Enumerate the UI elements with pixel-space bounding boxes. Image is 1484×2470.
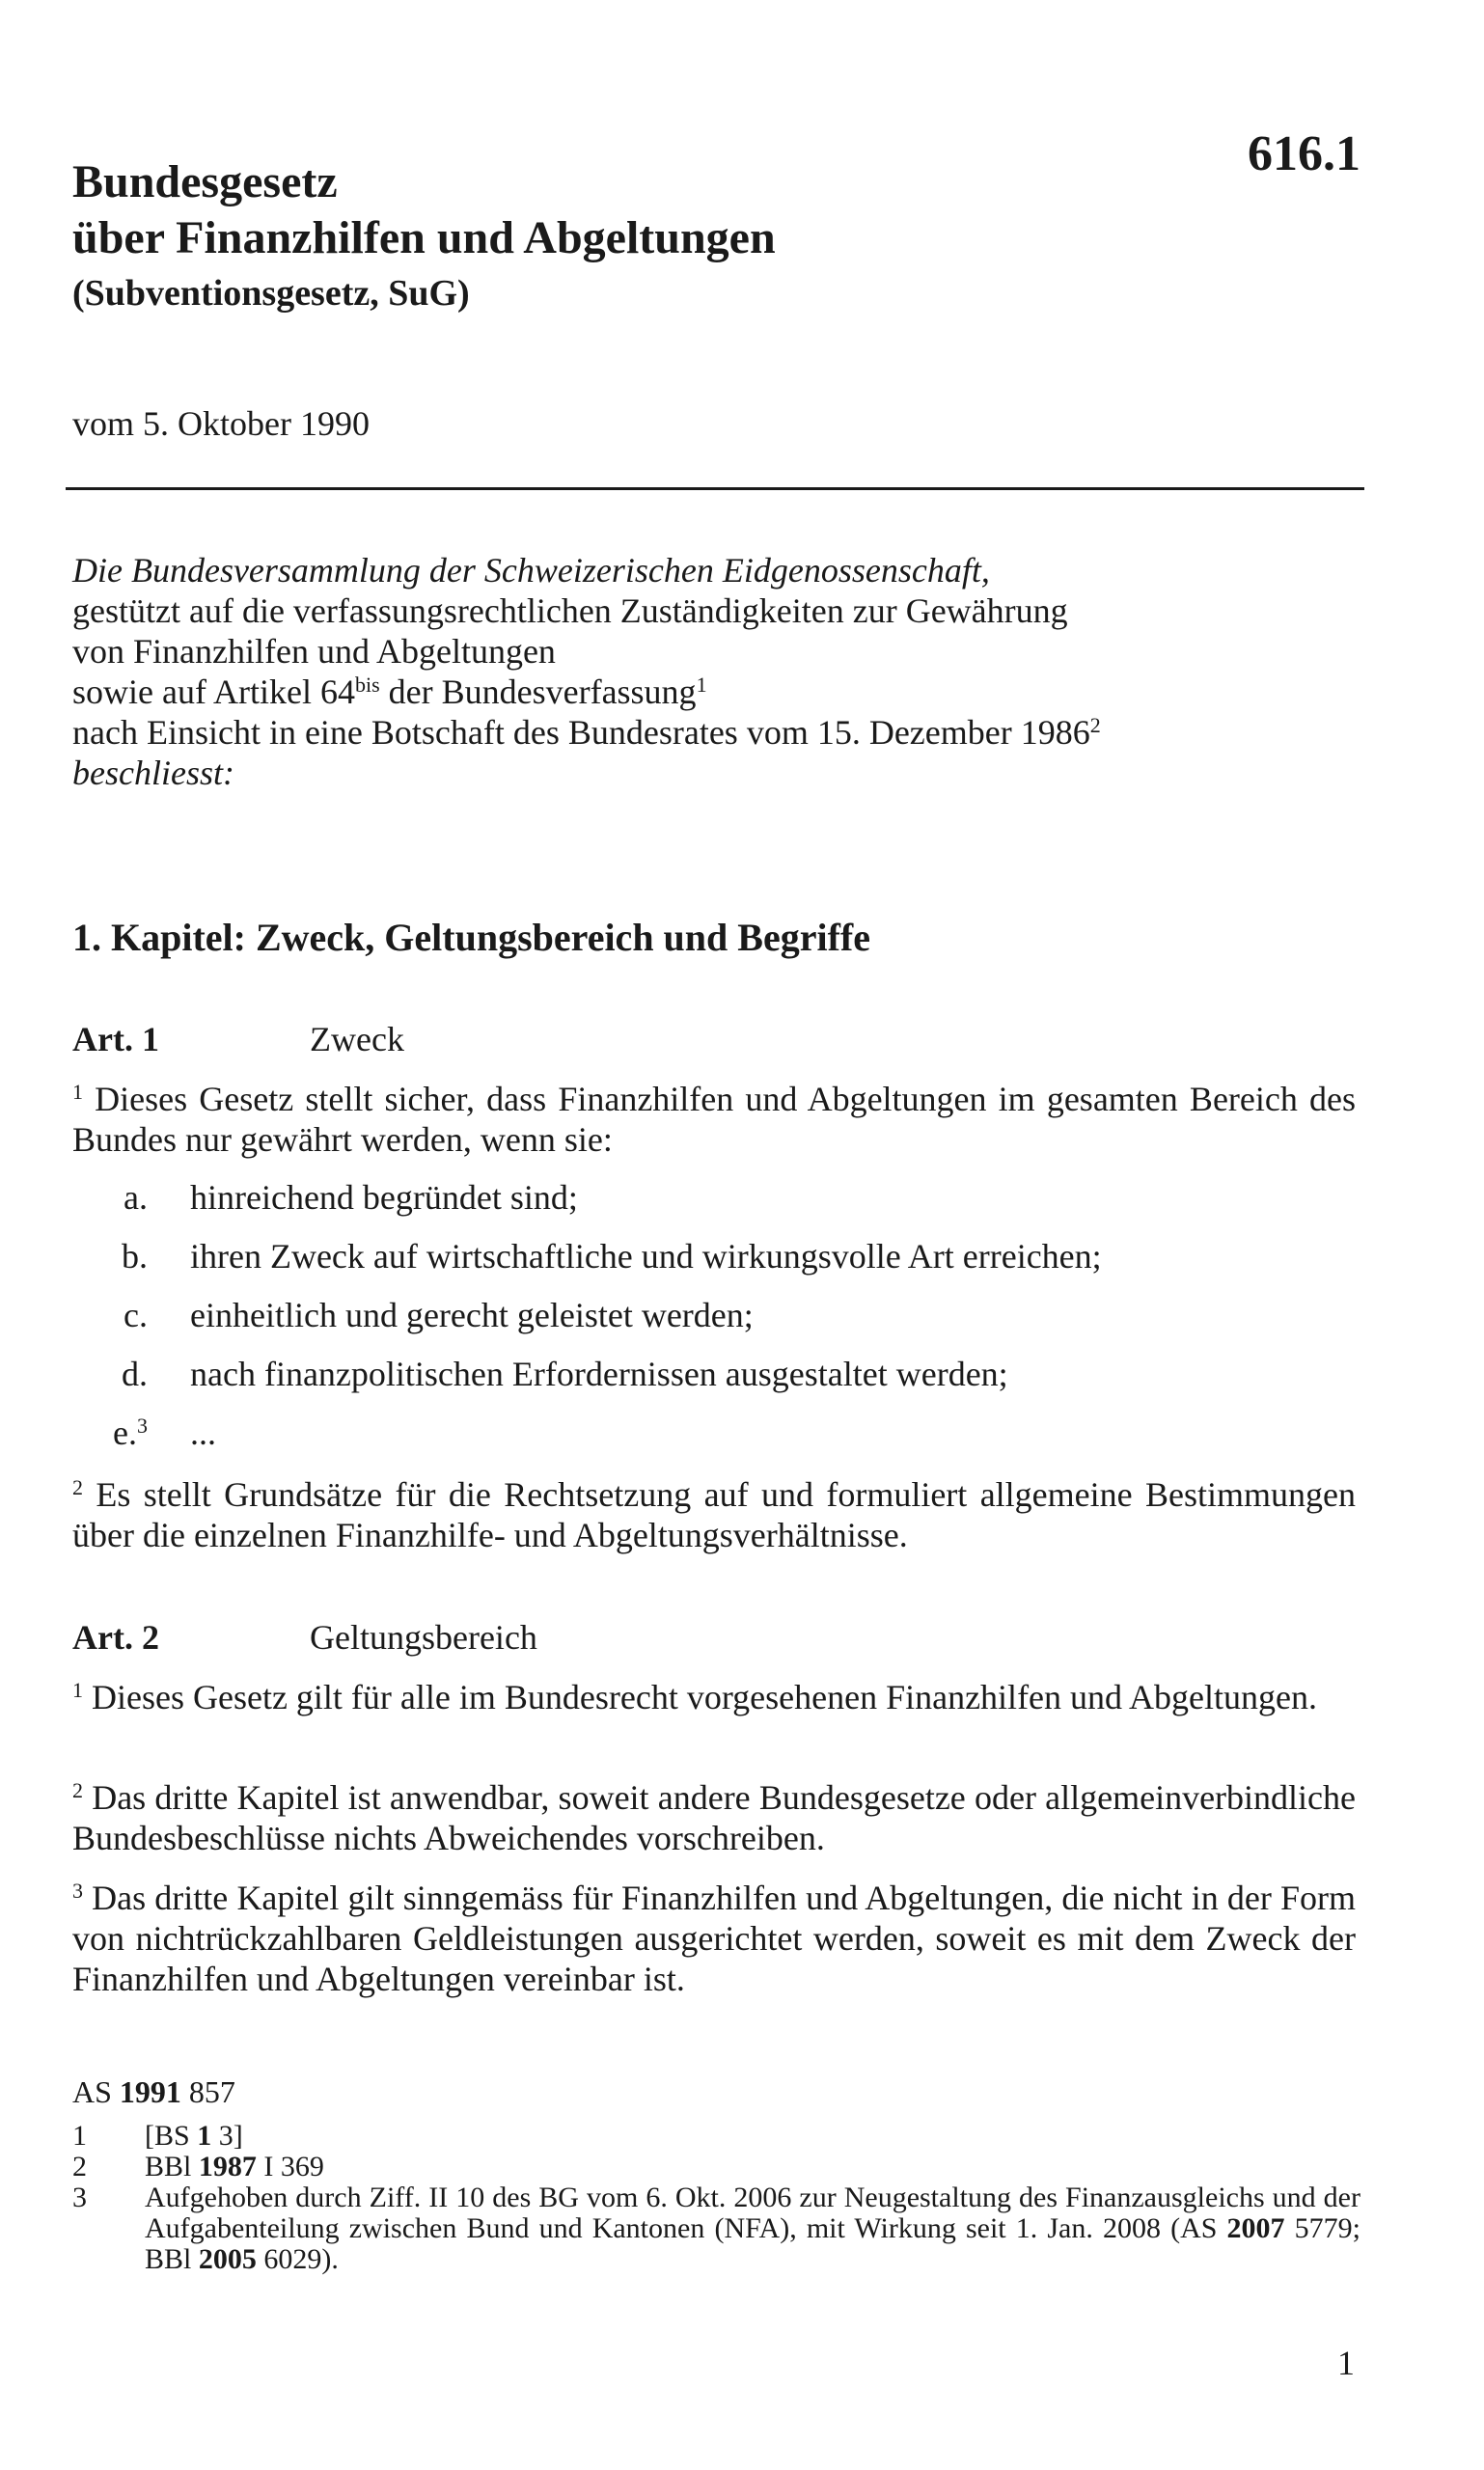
list-letter-text: e. <box>113 1413 137 1452</box>
header-divider <box>66 487 1364 490</box>
paragraph <box>72 1878 1356 1999</box>
document-subtitle: (Subventionsgesetz, SuG) <box>72 273 470 314</box>
footnote-text-part: Aufgehoben durch Ziff. II 10 des BG vom 6. Okt. 2006 zur Neugestaltung des Finanzausgleichs und der Aufgabenteilung zwischen Bund und Kantonen (NFA), mit Wirkung seit 1. Jan. 2008 (AS <box>145 2182 1360 2244</box>
footnote-text-part: 5779; BBl <box>145 2212 1360 2275</box>
footnote-text-part: BBl <box>145 2151 199 2182</box>
paragraph-number: 1 <box>72 1080 83 1104</box>
preamble-line-5 <box>72 712 1356 753</box>
chapter-heading: 1. Kapitel: Zweck, Geltungsbereich und Begriffe <box>72 916 870 959</box>
paragraph <box>72 1777 1356 1858</box>
title-line-2: über Finanzhilfen und Abgeltungen <box>72 212 776 263</box>
article-number: Art. 2 <box>72 1618 159 1657</box>
enumeration-list <box>72 1177 1356 1471</box>
footnote-text <box>145 2121 1360 2152</box>
official-collection-ref <box>72 2074 235 2110</box>
paragraph-text: Das dritte Kapitel gilt sinngemäss für Finanzhilfen und Abgeltungen, die nicht in der Form von nichtrückzahlbaren Geldleistungen ausgerichtet werden, soweit es mit dem Zweck der Finanzhilfen und Abgeltungen vereinbar ist. <box>72 1879 1356 1998</box>
preamble-line-4-text-b: der Bundesverfassung <box>379 672 697 711</box>
article-title: Zweck <box>310 1020 404 1058</box>
page-number: 1 <box>1337 2344 1355 2382</box>
footnote <box>72 2121 1356 2152</box>
footnote-ref[interactable]: 1 <box>696 672 707 697</box>
article-number: Art. 1 <box>72 1020 159 1058</box>
paragraph-number: 3 <box>72 1879 83 1903</box>
paragraph-text: Dieses Gesetz gilt für alle im Bundesrecht vorgesehenen Finanzhilfen und Abgeltungen. <box>83 1678 1318 1716</box>
as-year: 1991 <box>119 2074 181 2109</box>
list-text: hinreichend begründet sind; <box>190 1178 578 1217</box>
preamble <box>72 550 1356 793</box>
paragraph-number: 1 <box>72 1678 83 1702</box>
paragraph <box>72 1079 1356 1160</box>
footnote-text <box>145 2182 1360 2275</box>
footnote-text-bold: 2005 <box>198 2243 257 2275</box>
footnote-number: 3 <box>72 2182 87 2213</box>
list-item <box>72 1236 1356 1295</box>
paragraph-number: 2 <box>72 1778 83 1802</box>
footnote-text-part: 6029). <box>256 2243 339 2275</box>
paragraph-text: Das dritte Kapitel ist anwendbar, soweit andere Bundesgesetze oder allgemeinverbindliche Bundesbeschlüsse nichts Abweichendes vorschreiben. <box>72 1778 1356 1857</box>
preamble-line-2: gestützt auf die verfassungsrechtlichen Zuständigkeiten zur Gewährung <box>72 591 1068 630</box>
list-item <box>72 1177 1356 1236</box>
as-prefix: AS <box>72 2074 120 2109</box>
paragraph-number: 2 <box>72 1475 83 1499</box>
list-letter: a. <box>124 1178 148 1217</box>
as-page: 857 <box>180 2074 235 2109</box>
document-number: 616.1 <box>1248 126 1360 181</box>
preamble-line-4-text: sowie auf Artikel 64 <box>72 672 355 711</box>
footnote-text-bold: 2007 <box>1226 2212 1285 2244</box>
article-heading <box>72 1617 537 1658</box>
document-title <box>72 154 776 266</box>
paragraph <box>72 1474 1356 1555</box>
list-item <box>72 1295 1356 1354</box>
list-text: ihren Zweck auf wirtschaftliche und wirkungsvolle Art erreichen; <box>190 1237 1102 1276</box>
preamble-line-1: Die Bundesversammlung der Schweizerischen Eidgenossenschaft, <box>72 551 990 590</box>
footnote-text-part: [BS <box>145 2120 198 2152</box>
footnote-text-part: 3] <box>211 2120 243 2152</box>
list-letter: c. <box>124 1296 148 1334</box>
preamble-line-5-text: nach Einsicht in eine Botschaft des Bundesrates vom 15. Dezember 1986 <box>72 713 1090 752</box>
list-item <box>72 1354 1356 1413</box>
list-letter: b. <box>122 1237 148 1276</box>
footnote-text-bold: 1987 <box>198 2151 257 2182</box>
footnote-ref[interactable]: 2 <box>1089 713 1101 737</box>
list-text: einheitlich und gerecht geleistet werden; <box>190 1296 754 1334</box>
paragraph-text: Dieses Gesetz stellt sicher, dass Finanzhilfen und Abgeltungen im gesamten Bereich des Bundes nur gewährt werden, wenn sie: <box>72 1080 1356 1159</box>
footnote <box>72 2152 1356 2182</box>
paragraph <box>72 1677 1356 1717</box>
title-line-1: Bundesgesetz <box>72 156 338 207</box>
list-item <box>72 1413 1356 1471</box>
preamble-line-3: von Finanzhilfen und Abgeltungen <box>72 632 556 671</box>
paragraph-text: Es stellt Grundsätze für die Rechtsetzung auf und formuliert allgemeine Bestimmungen über die einzelnen Finanzhilfe- und Abgeltungsverhältnisse. <box>72 1475 1356 1554</box>
document-date: vom 5. Oktober 1990 <box>72 404 370 443</box>
footnote-text <box>145 2152 1360 2182</box>
article-heading <box>72 1019 404 1059</box>
list-letter: d. <box>122 1355 148 1393</box>
article-title: Geltungsbereich <box>310 1618 537 1657</box>
footnote-ref[interactable]: 3 <box>137 1413 148 1438</box>
preamble-line-4 <box>72 672 1356 712</box>
footnote <box>72 2182 1360 2279</box>
footnote-number: 2 <box>72 2151 87 2182</box>
list-text: ... <box>190 1413 216 1452</box>
list-text: nach finanzpolitischen Erfordernissen ausgestaltet werden; <box>190 1355 1008 1393</box>
footnote-number: 1 <box>72 2120 87 2152</box>
footnote-text-bold: 1 <box>197 2120 212 2152</box>
footnote-text-part: I 369 <box>256 2151 324 2182</box>
preamble-line-6: beschliesst: <box>72 754 234 792</box>
bis-superscript: bis <box>354 672 380 697</box>
list-letter <box>72 1413 148 1453</box>
